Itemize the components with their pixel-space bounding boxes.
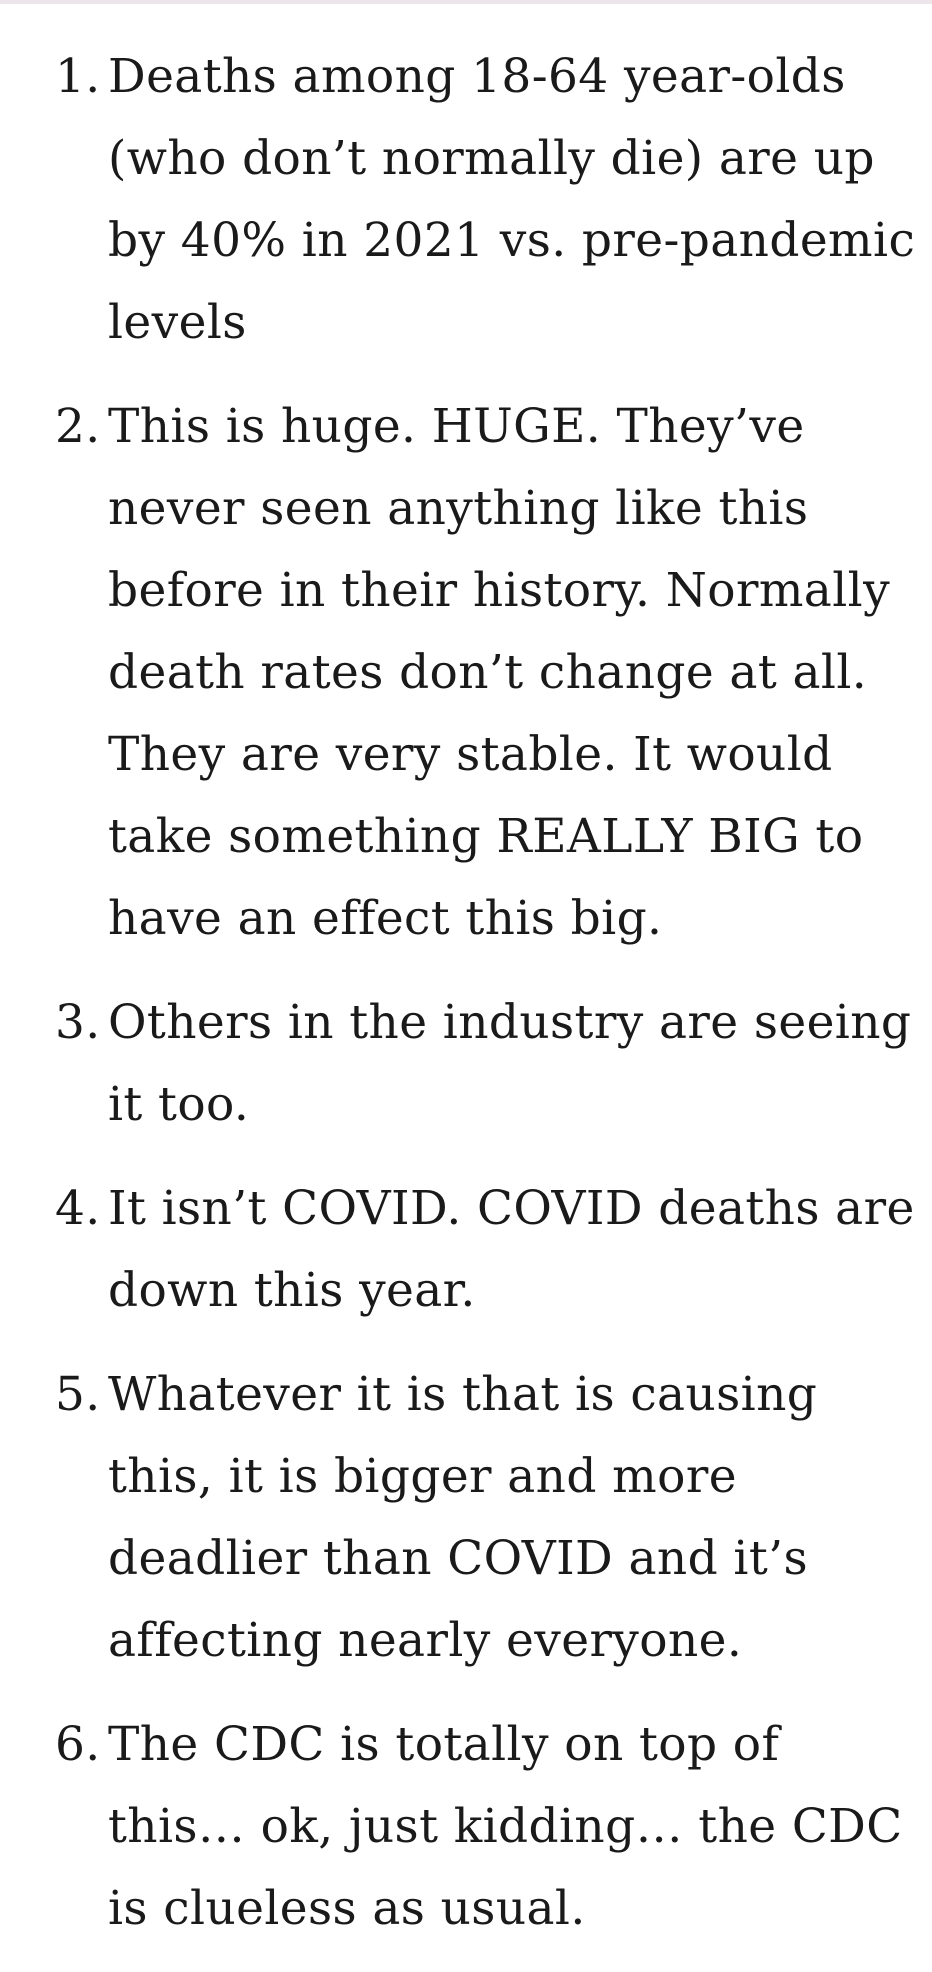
numbered-list — [0, 36, 932, 1972]
list-item-number: 4. — [55, 1181, 101, 1236]
list-item-text: This is huge. HUGE. They’ve never seen anything like this before in their history. Normally death rates don’t change at all. They are very stable. It would take something REALLY BIG to have an effect this big. — [108, 399, 891, 946]
list-item-text: It isn’t COVID. COVID deaths are down this year. — [108, 1181, 915, 1318]
list-item-number: 2. — [55, 399, 101, 454]
list-item — [0, 36, 932, 364]
list-item — [0, 982, 932, 1146]
list-item — [0, 386, 932, 960]
top-divider — [0, 0, 932, 4]
list-item-number: 5. — [55, 1367, 101, 1422]
list-item — [0, 1168, 932, 1332]
list-item-number: 1. — [55, 49, 101, 104]
list-item-text: Deaths among 18-64 year-olds (who don’t normally die) are up by 40% in 2021 vs. pre-pandemic levels — [108, 49, 916, 350]
list-item — [0, 1354, 932, 1682]
list-item-number: 6. — [55, 1717, 101, 1772]
list-item-number: 3. — [55, 995, 101, 1050]
list-item-text: The CDC is totally on top of this… ok, just kidding… the CDC is clueless as usual. — [108, 1717, 903, 1936]
list-item-text: Others in the industry are seeing it too. — [108, 995, 912, 1132]
list-item-text: Whatever it is that is causing this, it is bigger and more deadlier than COVID and it’s affecting nearly everyone. — [108, 1367, 818, 1668]
list-item — [0, 1704, 932, 1950]
